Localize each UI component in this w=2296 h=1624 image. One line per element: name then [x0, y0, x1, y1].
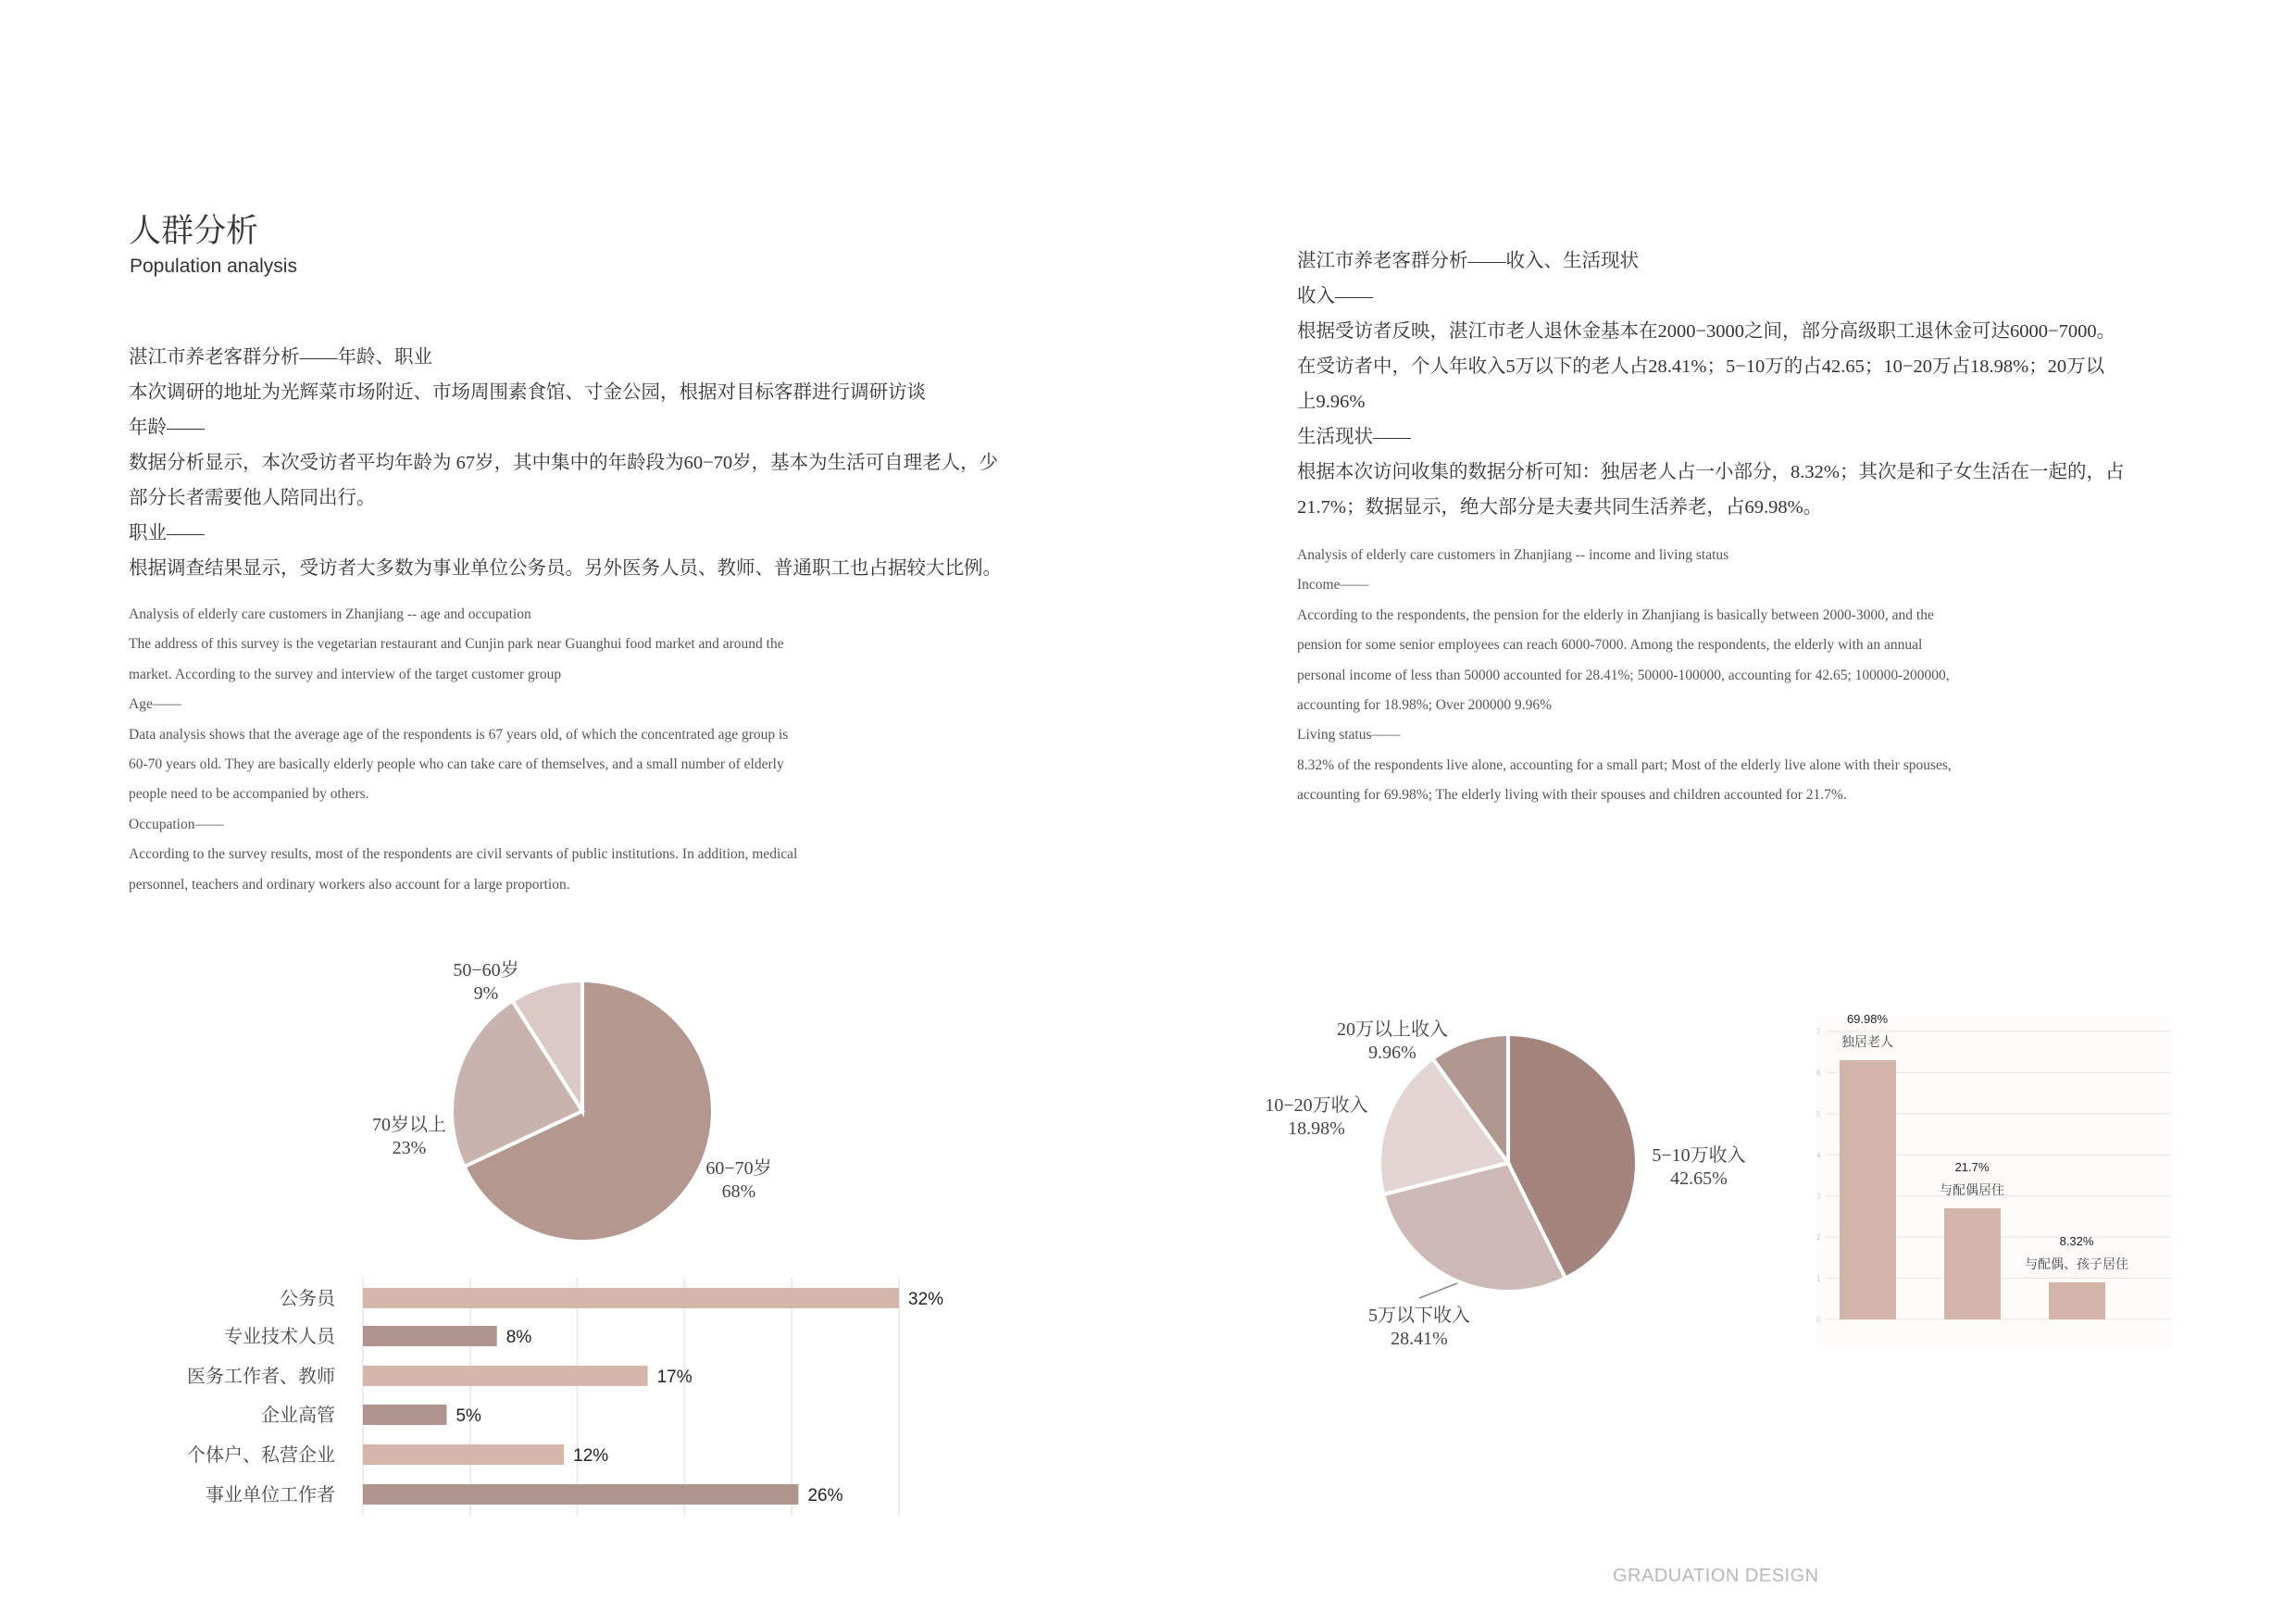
category-label: 医务工作者、教师 — [187, 1367, 335, 1387]
slice-label: 5万以下收入 — [1368, 1305, 1470, 1326]
income-label-over-20w — [1328, 1018, 1457, 1065]
text-line: Analysis of elderly care customers in Zhanjiang -- age and occupation — [129, 606, 531, 622]
age-label-60-70 — [688, 1157, 790, 1204]
y-tick-label: 3 — [1816, 1192, 1821, 1201]
slice-label: 20万以上收入 — [1337, 1019, 1448, 1040]
bar — [363, 1288, 899, 1308]
category-label: 专业技术人员 — [224, 1327, 335, 1347]
age-label-70-plus — [358, 1114, 460, 1160]
slice-value: 28.41% — [1391, 1329, 1448, 1349]
category-label: 公务员 — [280, 1289, 335, 1309]
y-tick-label: 4 — [1816, 1151, 1821, 1160]
text-line: accounting for 18.98%; Over 200000 9.96% — [1297, 697, 1553, 714]
y-tick-label: 5 — [1816, 1109, 1821, 1118]
bar — [363, 1444, 564, 1465]
text-line: personnel, teachers and ordinary workers also account for a large proportion. — [129, 876, 570, 893]
text-line: 年龄—— — [129, 418, 205, 438]
value-label: 5% — [455, 1406, 481, 1426]
value-label: 17% — [656, 1368, 693, 1387]
text-line: personal income of less than 50000 accounted for 28.41%; 50000-100000, accounting for 42.65; 100000-200000, — [1297, 667, 1950, 683]
slice-value: 9.96% — [1368, 1043, 1416, 1063]
income-label-5-10w — [1634, 1144, 1764, 1191]
text-line: 生活现状—— — [1297, 427, 1411, 447]
value-label: 21.7% — [1954, 1160, 1990, 1175]
y-tick-label: 0 — [1816, 1316, 1821, 1324]
text-line: 职业—— — [129, 523, 205, 543]
text-line: Income—— — [1297, 577, 1369, 593]
slice-label: 60−70岁 — [705, 1158, 772, 1179]
slice-value: 18.98% — [1288, 1118, 1345, 1139]
page-title: 人群分析 — [129, 213, 259, 249]
footer-text: GRADUATION DESIGN — [1613, 1566, 1819, 1586]
bar — [363, 1484, 798, 1505]
age-pie-chart — [452, 981, 713, 1242]
text-line: 部分长者需要他人陪同出行。 — [129, 488, 376, 508]
y-tick-label: 2 — [1816, 1233, 1821, 1243]
text-line: 21.7%；数据显示，绝大部分是夫妻共同生活养老，占69.98%。 — [1297, 497, 1823, 518]
occupation-bar-chart — [187, 1278, 943, 1516]
value-label: 8% — [505, 1328, 532, 1347]
value-label: 69.98% — [1846, 1012, 1889, 1027]
value-label: 32% — [908, 1290, 944, 1309]
bar — [363, 1366, 648, 1386]
y-tick-label: 6 — [1816, 1068, 1821, 1078]
value-label: 8.32% — [2059, 1234, 2094, 1249]
text-line: 60-70 years old. They are basically elderly people who can take care of themselves, and a small number of elderly — [129, 756, 784, 773]
text-line: 数据分析显示，本次受访者平均年龄为 67岁，其中集中的年龄段为60−70岁，基本为生活可自理老人，少 — [129, 453, 999, 473]
text-line: According to the respondents, the pension for the elderly in Zhanjiang is basically between 2000-3000, and the — [1297, 606, 1934, 623]
text-line: people need to be accompanied by others. — [129, 786, 369, 803]
text-line: Age—— — [129, 696, 181, 713]
y-tick-label: 1 — [1816, 1274, 1821, 1283]
slice-label: 10−20万收入 — [1265, 1095, 1368, 1116]
category-label: 企业高管 — [261, 1405, 335, 1426]
value-label: 12% — [573, 1446, 609, 1466]
text-line: 上9.96% — [1297, 392, 1366, 412]
slice-value: 9% — [473, 983, 499, 1004]
slice-label: 5−10万收入 — [1652, 1145, 1746, 1166]
slice-value: 23% — [392, 1138, 427, 1158]
slice-value: 68% — [721, 1181, 756, 1202]
text-line: 8.32% of the respondents live alone, accounting for a small part; Most of the elderly live alone with their spouses, — [1297, 756, 1952, 773]
text-line: accounting for 69.98%; The elderly living with their spouses and children accounted for 21.7%. — [1297, 787, 1847, 804]
text-line: 收入—— — [1297, 286, 1373, 306]
bar — [1840, 1060, 1896, 1319]
category-label: 个体户、私营企业 — [187, 1445, 335, 1466]
text-line: market. According to the survey and interview of the target customer group — [129, 666, 562, 682]
income-pie-chart — [1379, 1034, 1637, 1292]
text-line: Data analysis shows that the average age of the respondents is 67 years old, of which the concentrated age group is — [129, 726, 789, 743]
bar — [363, 1326, 497, 1346]
income-label-10-20w — [1252, 1094, 1381, 1141]
bar — [1944, 1208, 2001, 1319]
bar — [2049, 1282, 2105, 1319]
bar — [363, 1405, 446, 1425]
text-line: 根据调查结果显示，受访者大多数为事业单位公务员。另外医务人员、教师、普通职工也占据较大比例。 — [129, 558, 1002, 579]
text-line: Analysis of elderly care customers in Zhanjiang -- income and living status — [1297, 547, 1729, 563]
text-line: 湛江市养老客群分析——年龄、职业 — [129, 347, 432, 368]
text-line: Occupation—— — [129, 816, 224, 832]
living-status-bar-chart — [1816, 1012, 2173, 1350]
y-tick-label: 7 — [1816, 1028, 1821, 1036]
text-line: The address of this survey is the vegetarian restaurant and Cunjin park near Guanghui food market and around the — [129, 636, 784, 653]
text-line: 本次调研的地址为光辉菜市场附近、市场周围素食馆、寸金公园，根据对目标客群进行调研访谈 — [129, 382, 926, 403]
text-line: According to the survey results, most of the respondents are civil servants of public institutions. In addition, medical — [129, 846, 798, 863]
slice-label: 70岁以上 — [372, 1115, 446, 1135]
category-label: 独居老人 — [1841, 1036, 1893, 1051]
text-line: 根据受访者反映，湛江市老人退休金基本在2000−3000之间，部分高级职工退休金可达6000−7000。 — [1297, 321, 2116, 342]
age-label-50-60 — [435, 959, 537, 1006]
category-label: 与配偶、孩子居住 — [2025, 1258, 2128, 1273]
income-label-under-5w — [1354, 1305, 1484, 1351]
category-label: 与配偶居住 — [1940, 1184, 2004, 1199]
category-label: 事业单位工作者 — [206, 1485, 335, 1505]
text-line: 根据本次访问收集的数据分析可知：独居老人占一小部分，8.32%；其次是和子女生活在一起的，占 — [1297, 462, 2125, 482]
slice-value: 42.65% — [1670, 1168, 1728, 1189]
leader-line — [1419, 1283, 1457, 1298]
slice-label: 50−60岁 — [453, 960, 519, 981]
text-line: Living status—— — [1297, 727, 1401, 743]
page-subtitle: Population analysis — [130, 256, 297, 277]
text-line: pension for some senior employees can reach 6000-7000. Among the respondents, the elderly with an annual — [1297, 637, 1923, 654]
text-line: 湛江市养老客群分析——收入、生活现状 — [1297, 251, 1639, 271]
text-line: 在受访者中，个人年收入5万以下的老人占28.41%；5−10万的占42.65；10−20万占18.98%；20万以 — [1297, 356, 2105, 377]
value-label: 26% — [807, 1486, 843, 1505]
